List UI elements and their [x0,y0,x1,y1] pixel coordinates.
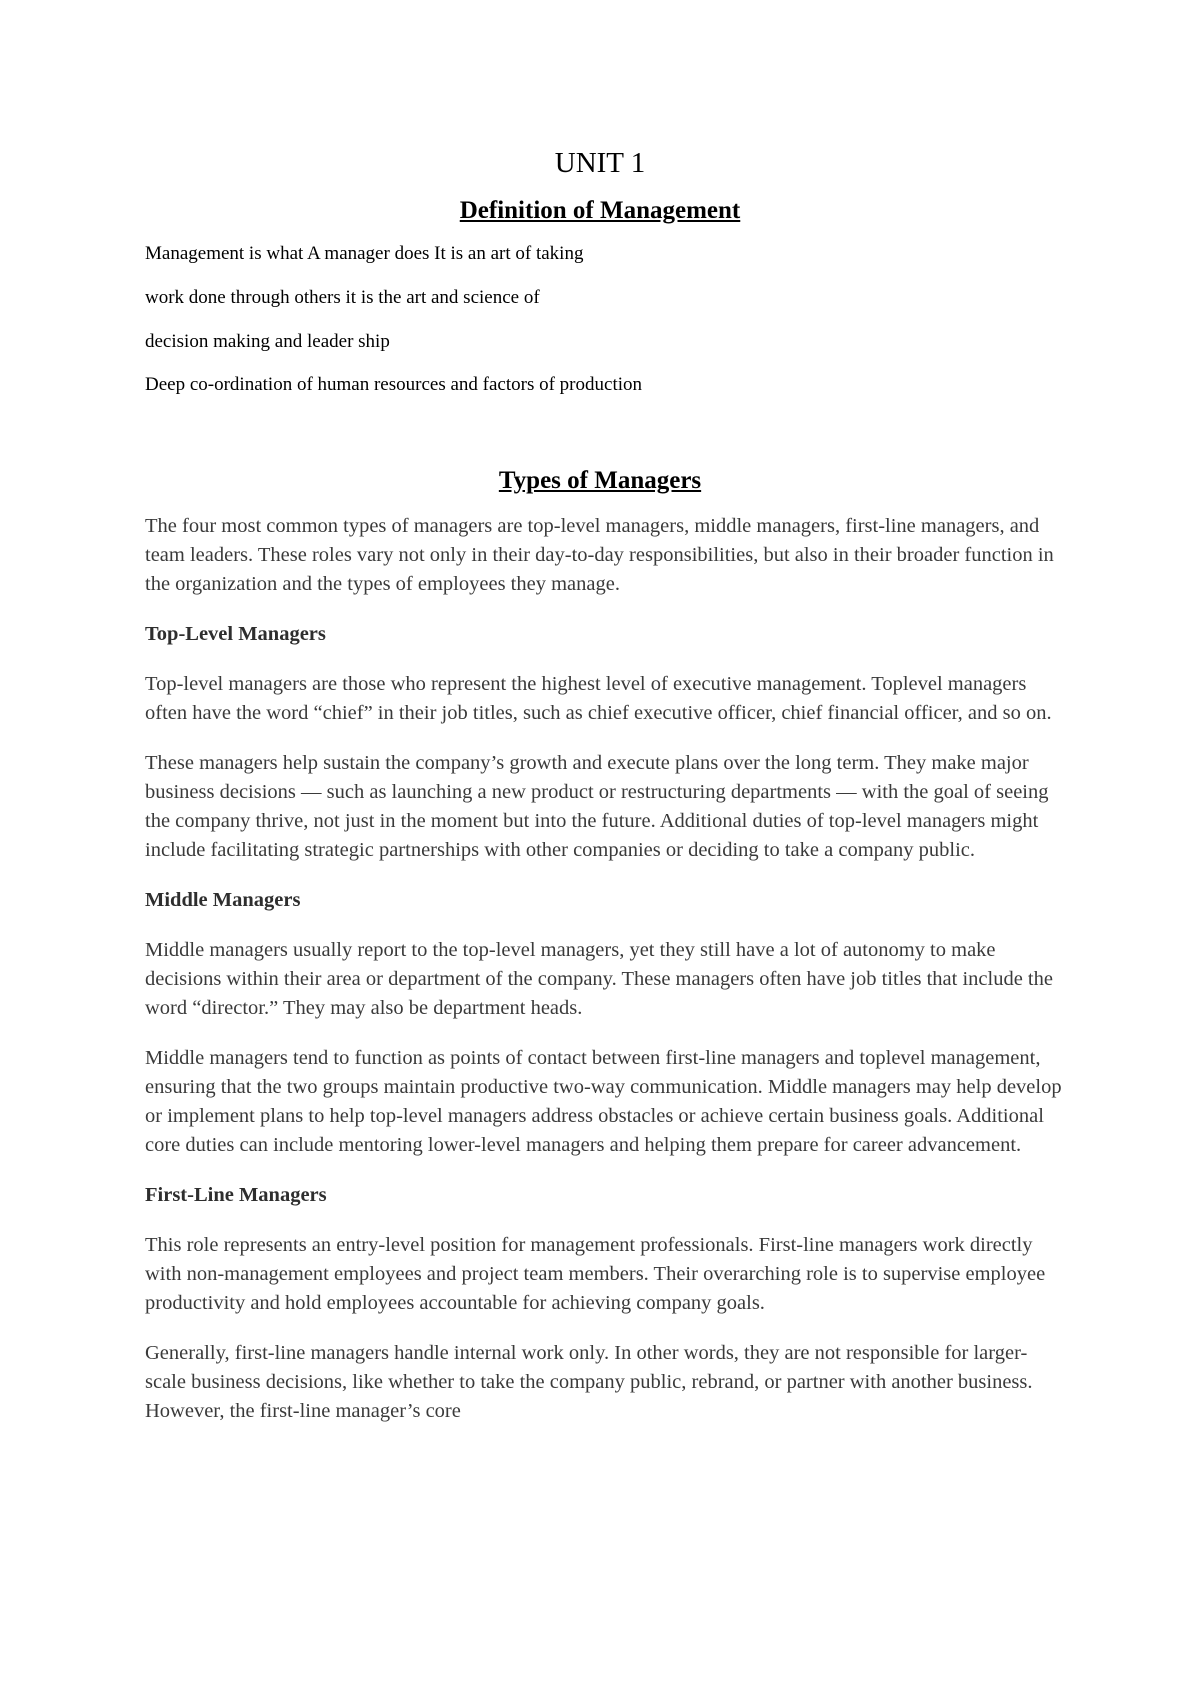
section-paragraph: Middle managers tend to function as points of contact between first-line managers and toplevel management, ensuring that the two groups maintain productive two-way communication. Middle managers may help develop or implement plans to help top-level managers address obstacles or achieve certain business goals. Additional core duties can include mentoring lower-level managers and helping them prepare for career advancement. [145,1047,1062,1156]
unit-title: UNIT 1 [554,147,646,179]
definition-line: work done through others it is the art and science of [145,287,540,308]
definition-line: Deep co-ordination of human resources and factors of production [145,374,642,395]
section-paragraph: Top-level managers are those who represent the highest level of executive management. Toplevel managers often have the word “chief” in their job titles, such as chief executive officer, chief financial officer, and so on. [145,673,1052,724]
section-paragraph: These managers help sustain the company’s growth and execute plans over the long term. They make major business decisions — such as launching a new product or restructuring departments — with the goal of seeing the company thrive, not just in the moment but into the future. Additional duties of top-level managers might include facilitating strategic partnerships with other companies or deciding to take a company public. [145,752,1049,861]
types-intro-paragraph: The four most common types of managers are top-level managers, middle managers, first-line managers, and team leaders. These roles vary not only in their day-to-day responsibilities, but also in their broader function in the organization and the types of employees they manage. [145,515,1054,595]
section-paragraph: Middle managers usually report to the top-level managers, yet they still have a lot of autonomy to make decisions within their area or department of the company. These managers often have job titles that include the word “director.” They may also be department heads. [145,939,1053,1019]
section-heading-top-level: Top-Level Managers [145,623,326,645]
types-content [145,512,1065,1447]
section-heading-first-line: First-Line Managers [145,1184,327,1206]
section-paragraph: This role represents an entry-level position for management professionals. First-line managers work directly with non-management employees and project team members. Their overarching role is to supervise employee productivity and hold employees accountable for achieving company goals. [145,1234,1046,1314]
definition-line: decision making and leader ship [145,331,390,352]
types-heading: Types of Managers [498,467,702,494]
section-paragraph: Generally, first-line managers handle internal work only. In other words, they are not responsible for larger-scale business decisions, like whether to take the company public, rebrand, or partner with another business. However, the first-line manager’s core [145,1342,1033,1422]
definition-line: Management is what A manager does It is an art of taking [145,243,584,264]
definition-heading: Definition of Management [459,197,741,224]
section-heading-middle: Middle Managers [145,889,301,911]
